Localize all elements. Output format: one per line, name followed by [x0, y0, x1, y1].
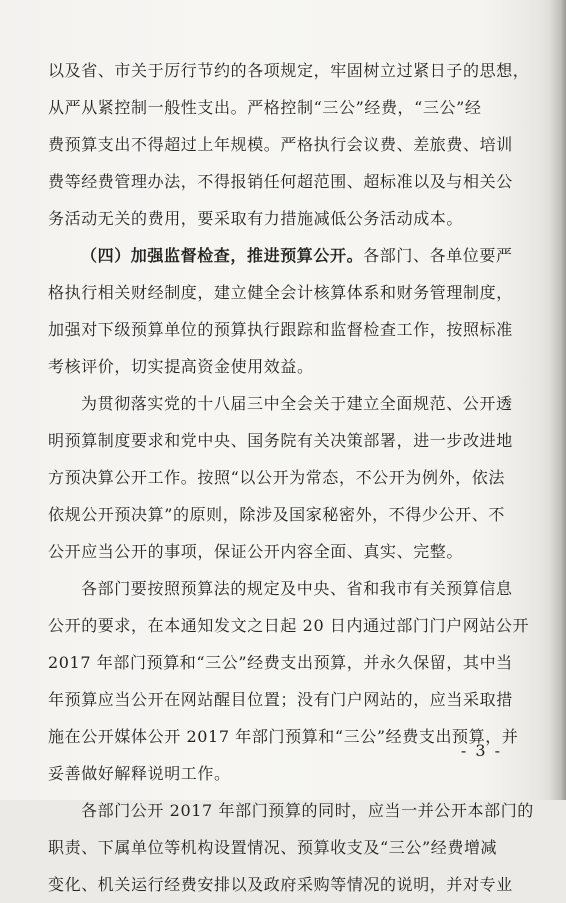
text-line: 务活动无关的费用，要采取有力措施减低公务活动成本。	[48, 209, 464, 228]
page-edge-shadow	[548, 0, 566, 800]
section-heading: （四）加强监督检查，推进预算公开。	[81, 246, 364, 265]
text-fragment: 各部门、各单位要严	[363, 246, 513, 265]
text-line: 费预算支出不得超过上年规模。严格执行会议费、差旅费、培训	[48, 135, 513, 154]
text-line: 2017 年部门预算和“三公”经费支出预算，并永久保留，其中当	[48, 653, 513, 672]
paragraph-transparency	[48, 385, 518, 570]
text-line: 以及省、市关于厉行节约的各项规定，牢固树立过紧日子的思想，	[48, 61, 530, 80]
text-line: 妥善做好解释说明工作。	[48, 764, 231, 783]
text-line	[48, 237, 518, 274]
text-line: 依规公开预决算”的原则，除涉及国家秘密外，不得少公开、不	[48, 505, 505, 524]
text-line: 公开应当公开的事项，保证公开内容全面、真实、完整。	[48, 542, 464, 561]
text-line: 加强对下级预算单位的预算执行跟踪和监督检查工作，按照标准	[48, 320, 513, 339]
text-line: 明预算制度要求和党中央、国务院有关决策部署，进一步改进地	[48, 431, 513, 450]
text-line: 公开的要求，在本通知发文之日起 20 日内通过部门门户网站公开	[48, 616, 530, 635]
text-line: 为贯彻落实党的十八届三中全会关于建立全面规范、公开透	[81, 394, 513, 413]
paragraph-disclosure	[48, 792, 534, 903]
text-line: 施在公开媒体公开 2017 年部门预算和“三公”经费支出预算，并	[48, 727, 519, 746]
text-line: 格执行相关财经制度，建立健全会计核算体系和财务管理制度，	[48, 283, 513, 302]
text-line: 年预算应当公开在网站醒目位置；没有门户网站的，应当采取措	[48, 690, 513, 709]
text-line: 费等经费管理办法，不得报销任何超范围、超标准以及与相关公	[48, 172, 513, 191]
paragraph-frugality	[48, 52, 530, 237]
text-line: 职责、下属单位等机构设置情况、预算收支及“三公”经费增减	[48, 838, 498, 857]
paragraph-supervision	[48, 237, 518, 385]
text-line: 变化、机关运行经费安排以及政府采购等情况的说明，并对专业	[48, 875, 513, 894]
document-body	[48, 52, 534, 903]
page-number: - 3 -	[460, 741, 502, 760]
text-line: 考核评价，切实提高资金使用效益。	[48, 357, 314, 376]
text-line: 各部门公开 2017 年部门预算的同时，应当一并公开本部门的	[81, 801, 534, 820]
text-line: 方预决算公开工作。按照“以公开为常态，不公开为例外，依法	[48, 468, 505, 487]
text-line: 从严从紧控制一般性支出。严格控制“三公”经费，“三公”经	[48, 98, 482, 117]
text-line: 各部门要按照预算法的规定及中央、省和我市有关预算信息	[81, 579, 513, 598]
paragraph-publication	[48, 570, 530, 792]
